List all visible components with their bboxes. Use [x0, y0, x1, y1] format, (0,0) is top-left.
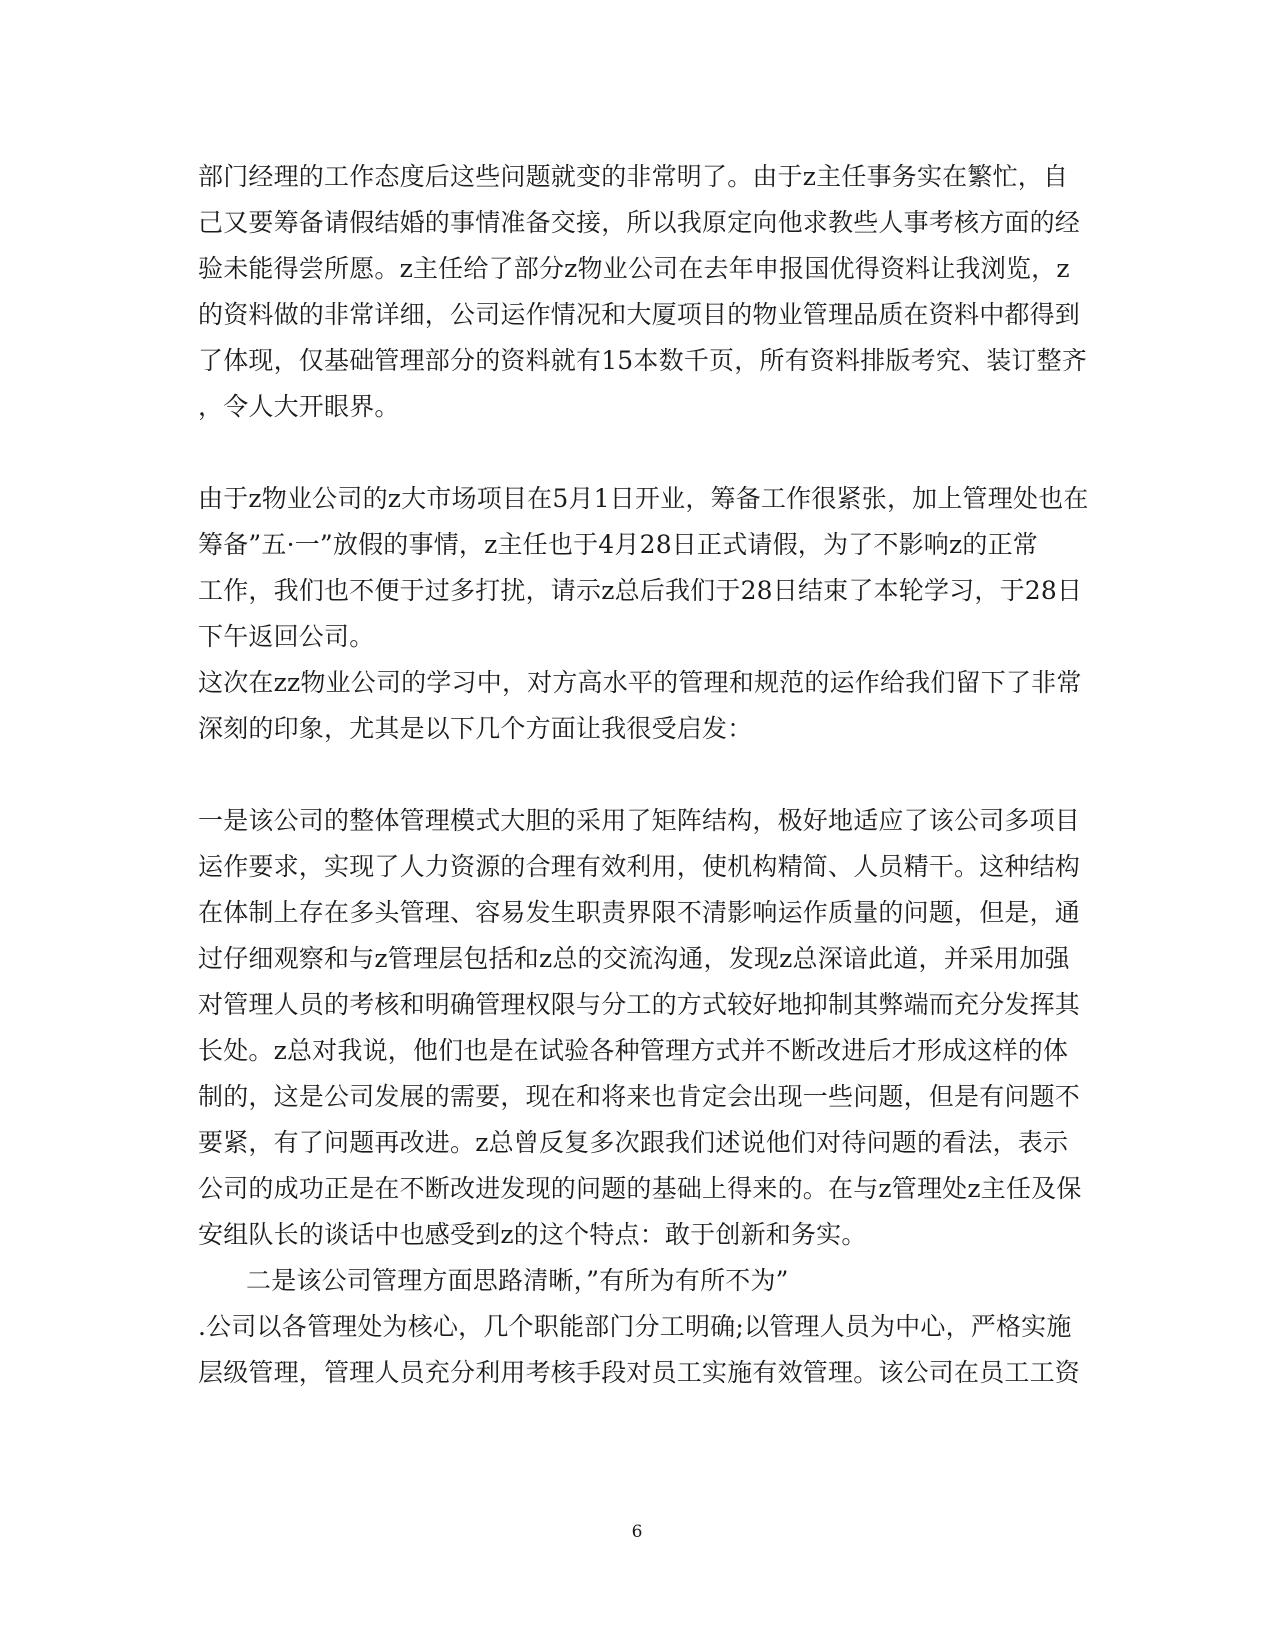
text-line: .公司以各管理处为核心，几个职能部门分工明确;以管理人员为中心，严格实施	[198, 1312, 1072, 1341]
text-line: 对管理人员的考核和明确管理权限与分工的方式较好地抑制其弊端而充分发挥其	[198, 990, 1081, 1019]
text-line: 公司的成功正是在不断改进发现的问题的基础上得来的。在与z管理处z主任及保	[198, 1174, 1082, 1203]
text-line: 筹备”五·一”放假的事情，z主任也于4月28日正式请假，为了不影响z的正常	[198, 530, 1038, 559]
text-line: 下午返回公司。	[198, 622, 375, 651]
text-line: 运作要求，实现了人力资源的合理有效利用，使机构精简、人员精干。这种结构	[198, 852, 1081, 881]
text-line: 由于z物业公司的z大市场项目在5月1日开业，筹备工作很紧张，加上管理处也在	[198, 484, 1089, 513]
text-line: 在体制上存在多头管理、容易发生职责界限不清影响运作质量的问题，但是，通	[198, 898, 1081, 927]
text-line: 一是该公司的整体管理模式大胆的采用了矩阵结构，极好地适应了该公司多项目	[198, 806, 1081, 835]
text-line: 制的，这是公司发展的需要，现在和将来也肯定会出现一些问题，但是有问题不	[198, 1082, 1081, 1111]
text-line: 这次在zz物业公司的学习中，对方高水平的管理和规范的运作给我们留下了非常	[198, 668, 1082, 697]
text-line: 长处。z总对我说，他们也是在试验各种管理方式并不断改进后才形成这样的体	[198, 1036, 1069, 1065]
text-line: 工作，我们也不便于过多打扰，请示z总后我们于28日结束了本轮学习，于28日	[198, 576, 1083, 605]
text-line: 二是该公司管理方面思路清晰，”有所为有所不为”	[246, 1266, 789, 1295]
text-line: 过仔细观察和与z管理层包括和z总的交流沟通，发现z总深谙此道，并采用加强	[198, 944, 1070, 973]
text-line: ，令人大开眼界。	[198, 392, 400, 421]
page-number: 6	[631, 1522, 643, 1542]
text-line: 验未能得尝所愿。z主任给了部分z物业公司在去年申报国优得资料让我浏览，z	[198, 254, 1070, 283]
text-line: 安组队长的谈话中也感受到z的这个特点：敢于创新和务实。	[198, 1220, 867, 1249]
text-line: 深刻的印象，尤其是以下几个方面让我很受启发：	[198, 714, 753, 743]
text-line: 的资料做的非常详细，公司运作情况和大厦项目的物业管理品质在资料中都得到	[198, 300, 1081, 329]
text-line: 己又要筹备请假结婚的事情准备交接，所以我原定向他求教些人事考核方面的经	[198, 208, 1081, 237]
text-line: 要紧，有了问题再改进。z总曾反复多次跟我们述说他们对待问题的看法，表示	[198, 1128, 1069, 1157]
text-line: 了体现，仅基础管理部分的资料就有15本数千页，所有资料排版考究、装订整齐	[198, 346, 1088, 375]
text-line: 部门经理的工作态度后这些问题就变的非常明了。由于z主任事务实在繁忙，自	[198, 162, 1069, 191]
text-line: 层级管理，管理人员充分利用考核手段对员工实施有效管理。该公司在员工工资	[198, 1358, 1081, 1387]
